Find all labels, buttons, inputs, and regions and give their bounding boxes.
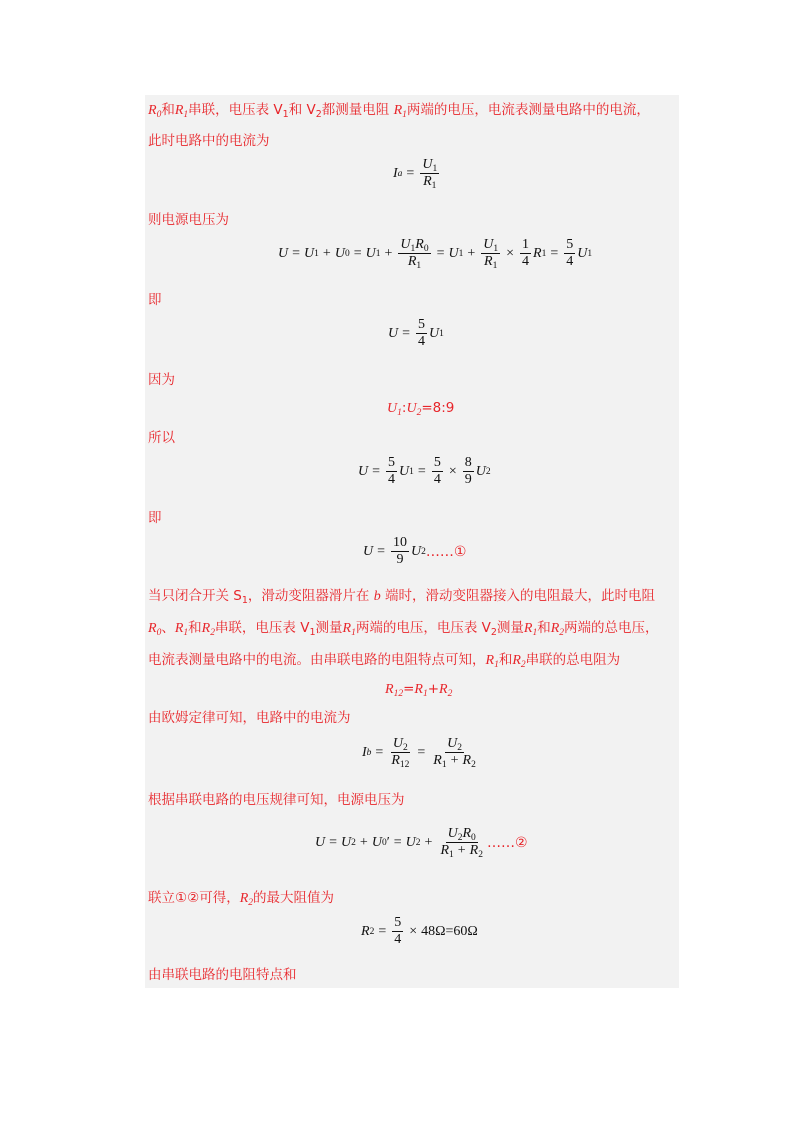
text-line-2: 此时电路中的电流为 xyxy=(148,133,270,149)
text-line-12: 根据串联电路的电压规律可知，电源电压为 xyxy=(148,792,405,808)
text-line-1: $R_0$和$R_1$串联，电压表 $V_1$和 $V_2$都测量电阻 $R_1$两端的电压，电流表测量电路中的电流， xyxy=(148,102,650,120)
symbol-r0: $R_0$ xyxy=(148,103,162,120)
text-line-4: 即 xyxy=(148,292,162,308)
equation-u-5-4: U = $\frac{5}{4}$ U 1 xyxy=(388,317,444,349)
equation-r2: R 2 = $\frac{5}{4}$ × 48Ω=60Ω xyxy=(361,915,478,947)
ratio-line: $U_1:U_2=8:9$ xyxy=(387,400,455,418)
text-line-14: 由串联电路的电阻特点和 xyxy=(148,967,297,983)
text-line-5: 因为 xyxy=(148,372,175,388)
symbol-r1: $R_1$ xyxy=(174,103,189,120)
equation-u-10-9: U = $\frac{10}{9}$ U 2 ……① xyxy=(363,535,467,567)
equation-ib: I b = $\frac{U_2}{R_{12}}$ = $\frac{U_2}{R_1 + R_2}$ xyxy=(362,736,476,770)
equation-u-8-9: U = $\frac{5}{4}$ U 1 = $\frac{5}{4}$ × $\frac{8}{9}$ U 2 xyxy=(358,455,491,487)
text-line-9: $R_0$、$R_1$和$R_2$串联，电压表 $V_1$测量$R_1$两端的电压，电压表 $V_2$测量$R_1$和$R_2$两端的总电压， xyxy=(148,620,659,638)
text-line-10: 电流表测量电路中的电流。由串联电路的电阻特点可知，$R_1$和$R_2$串联的总电阻为 xyxy=(148,652,621,670)
text-line-8: 当只闭合开关 $S_1$，滑动变阻器滑片在 b 端时，滑动变阻器接入的电阻最大，此时电阻 xyxy=(148,588,656,606)
text-line-6: 所以 xyxy=(148,430,175,446)
text-line-13: 联立①②可得，$R_2$的最大阻值为 xyxy=(148,890,335,908)
marker-1: ……① xyxy=(425,543,467,560)
text-line-7: 即 xyxy=(148,510,162,526)
equation-ia: I a = $\frac{U_1}{R_1}$ xyxy=(393,157,438,191)
equation-source-voltage: U = U 1 + U 0 = U 1 + $\frac{U_1R_0}{R_1}$ = U 1 + $\frac{U_1}{R_1}$ × $\frac{1}{4}$ R 1 = $\frac{5}{4}$ U 1 xyxy=(278,237,593,271)
marker-2: ……② xyxy=(486,834,528,851)
text-line-11: 由欧姆定律可知，电路中的电流为 xyxy=(148,710,351,726)
equation-source-voltage-2: U = U 2 + U 0 ′ = U 2 + $\frac{U_2R_0}{R_1 + R_2}$ ……② xyxy=(315,826,528,860)
text-line-3: 则电源电压为 xyxy=(148,212,229,228)
equation-r12: $R_{12}=R_1+R_2$ xyxy=(385,681,453,699)
